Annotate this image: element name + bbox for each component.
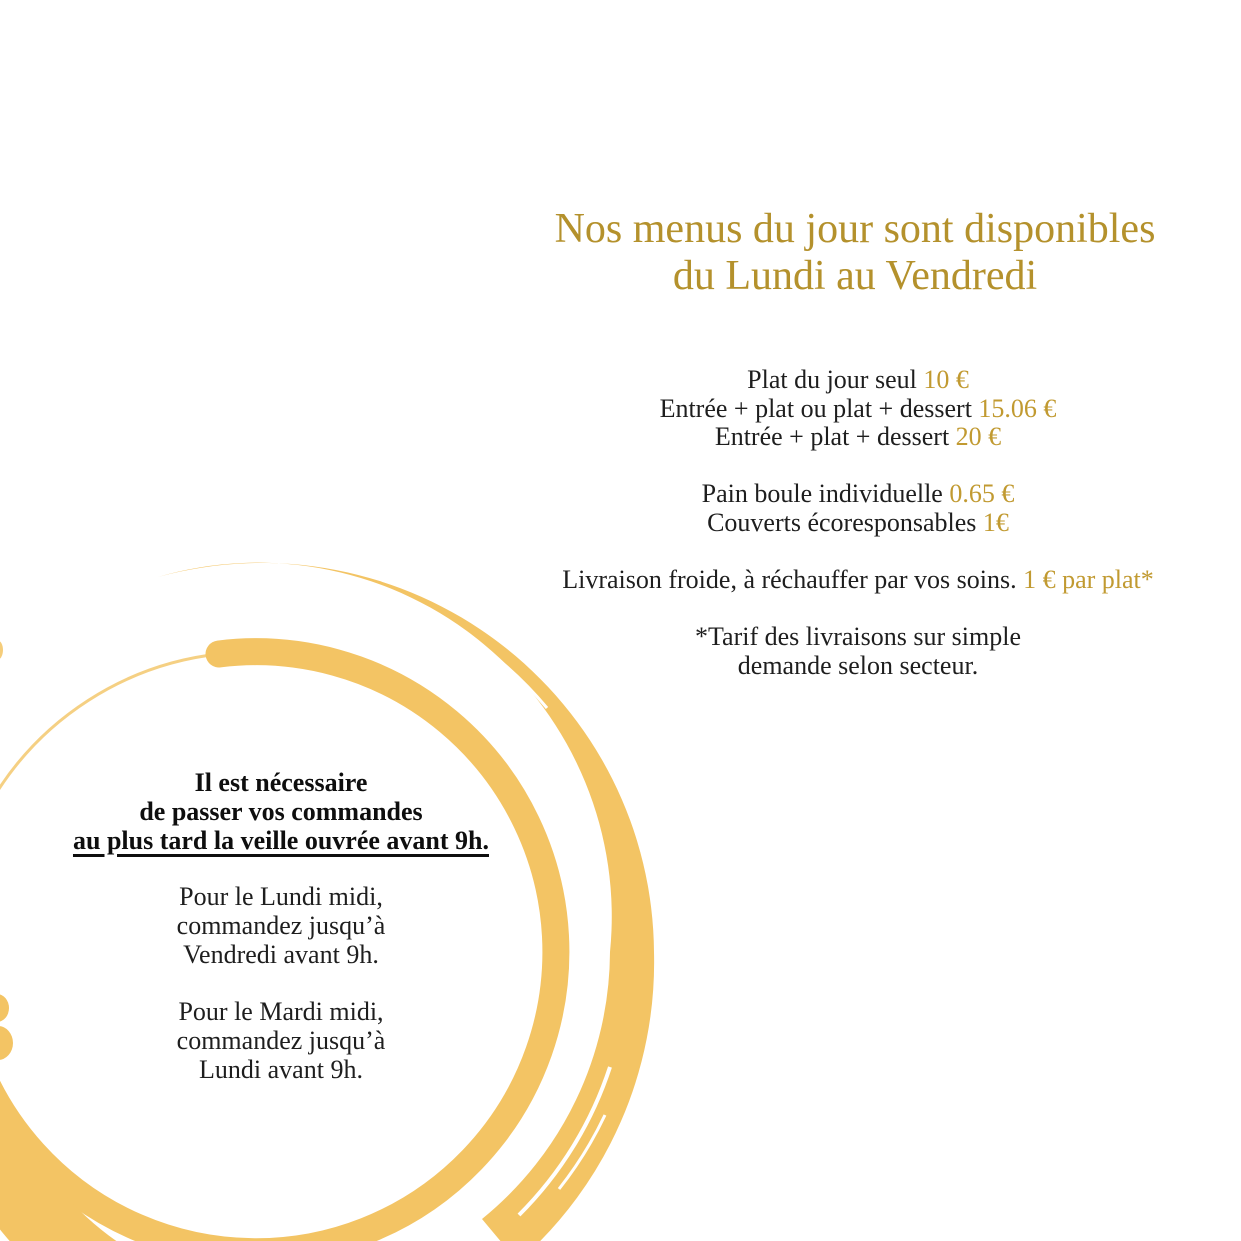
monday-rule-line-2: commandez jusqu’à [176, 911, 386, 940]
price-line-pain-boule [458, 480, 1241, 509]
price-label: Plat du jour seul [747, 365, 917, 394]
price-value: 10 € [923, 365, 969, 394]
tuesday-rule-line-1: Pour le Mardi midi, [178, 997, 384, 1026]
price-line-livraison [458, 566, 1241, 595]
price-label: Entrée + plat + dessert [714, 422, 950, 452]
price-value: 15.06 € [978, 393, 1057, 423]
monday-rule-line-1: Pour le Lundi midi, [179, 882, 383, 911]
delivery-footnote-line-1: *Tarif des livraisons sur simple [694, 622, 1021, 652]
price-list [458, 366, 1241, 681]
delivery-footnote-line-2: demande selon secteur. [737, 650, 979, 680]
brush-splatter-dot [0, 1026, 13, 1060]
spacer [31, 855, 531, 882]
price-value: 20 € [955, 422, 1002, 452]
spacer [458, 538, 1241, 567]
price-value: 1€ [982, 507, 1009, 537]
tuesday-rule-line-3: Lundi avant 9h. [199, 1055, 363, 1084]
price-value: 0.65 € [949, 479, 1015, 509]
monday-rule-line-3: Vendredi avant 9h. [183, 940, 379, 969]
notice-headline-line-2: de passer vos commandes [139, 797, 423, 826]
brush-splatter-dot [0, 640, 3, 660]
price-line-plat-du-jour [458, 366, 1241, 395]
price-label: Entrée + plat ou plat + dessert [659, 393, 972, 423]
price-value: 1 € par plat* [1023, 565, 1154, 595]
tuesday-rule-line-2: commandez jusqu’à [176, 1026, 386, 1055]
brush-corner-stroke [0, 1125, 110, 1241]
notice-headline-line-1: Il est nécessaire [194, 768, 368, 797]
price-line-entree-plat-dessert [458, 423, 1241, 452]
price-line-entree-plat-ou-dessert [458, 395, 1241, 424]
title-line-2: du Lundi au Vendredi [672, 253, 1038, 299]
price-line-couverts [458, 509, 1241, 538]
price-label: Couverts écoresponsables [707, 507, 977, 537]
price-label: Livraison froide, à réchauffer par vos soins. [562, 565, 1017, 595]
spacer [458, 452, 1241, 481]
order-notice [31, 768, 531, 1084]
brush-splatter-dot [0, 994, 9, 1022]
price-label: Pain boule individuelle [701, 479, 943, 509]
notice-headline-line-3-underlined: au plus tard la veille ouvrée avant 9h. [72, 826, 489, 855]
title-line-1: Nos menus du jour sont disponibles [554, 206, 1156, 252]
spacer [458, 595, 1241, 624]
spacer [31, 969, 531, 997]
page-title [405, 206, 1241, 300]
